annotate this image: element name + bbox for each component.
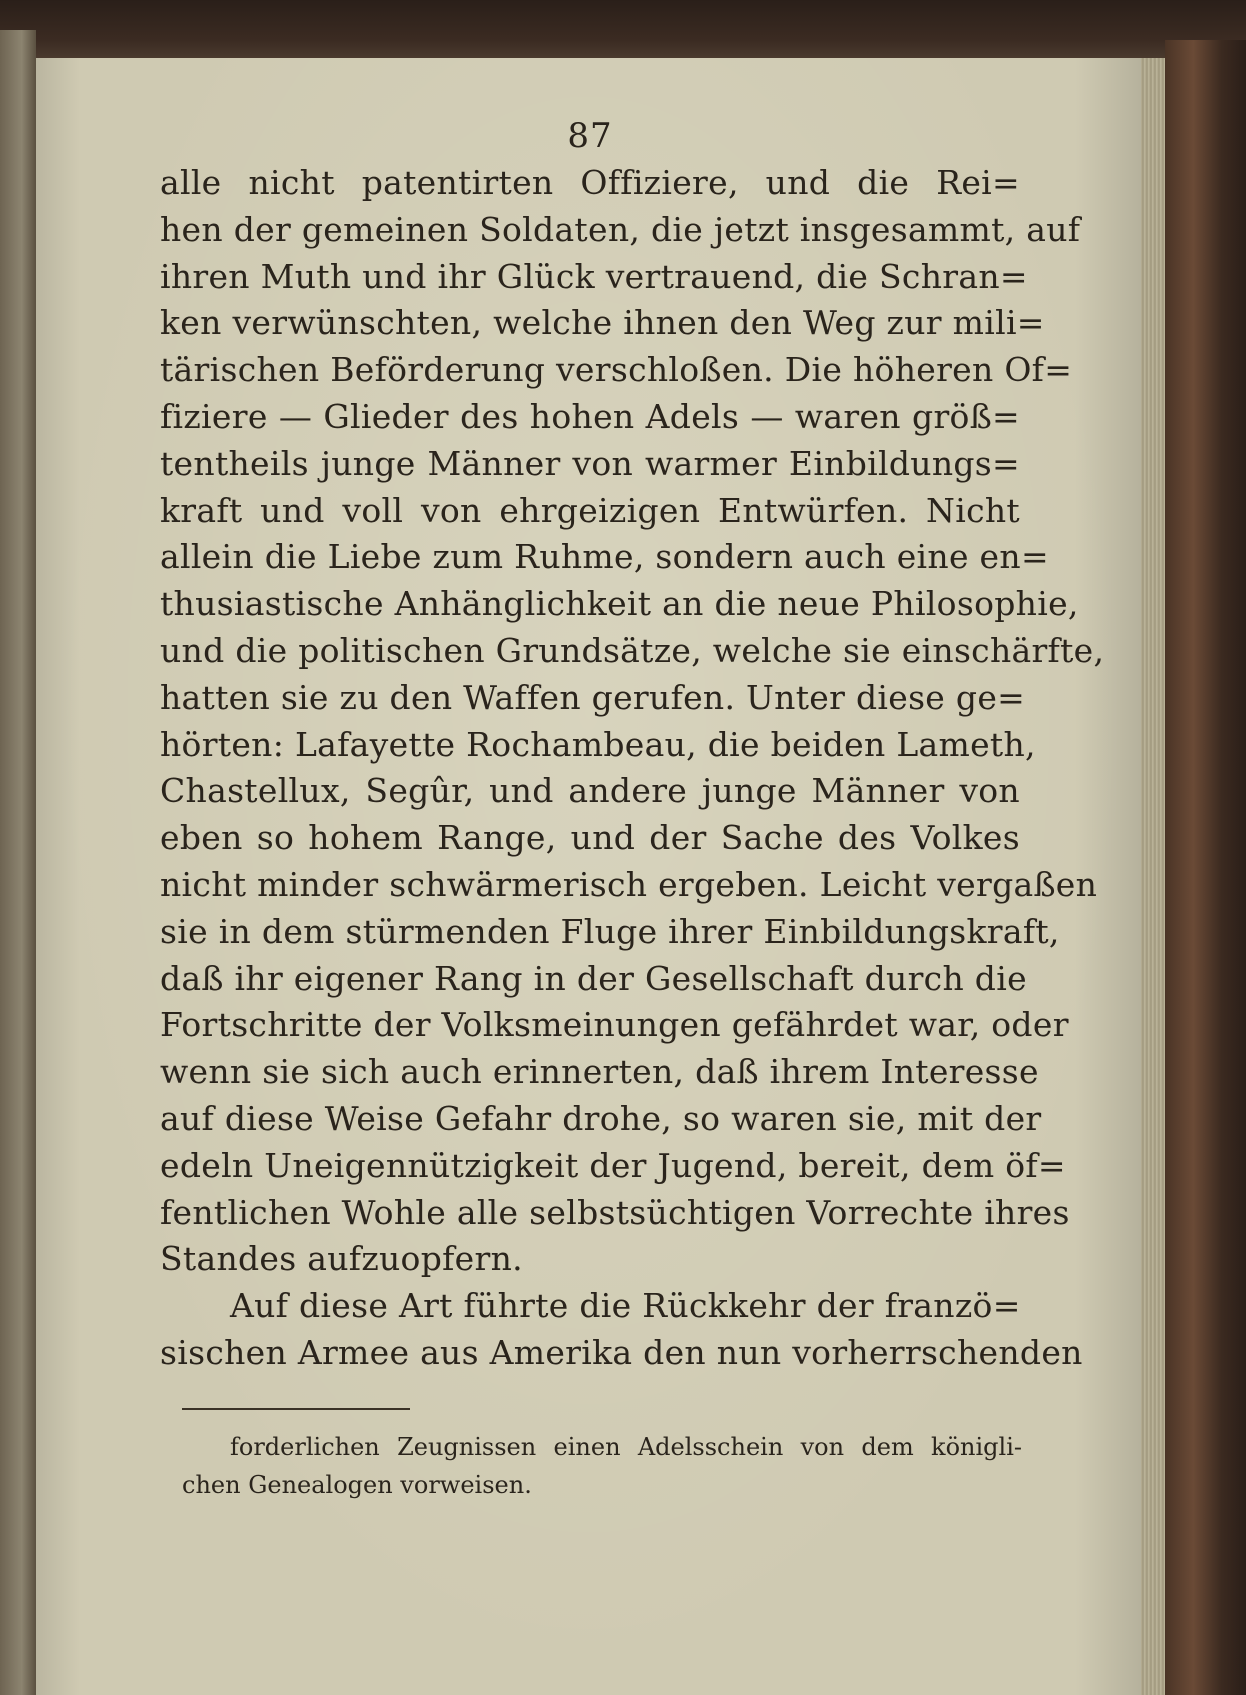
text-line: und die politischen Grundsätze, welche sie einschärfte, (160, 630, 1105, 670)
book-cover-top-edge (0, 0, 1246, 58)
text-line: thusiastische Anhänglichkeit an die neue Philosophie, (160, 584, 1079, 624)
text-line: sie in dem stürmenden Fluge ihrer Einbildungskraft, (160, 911, 1060, 951)
text-line: wenn sie sich auch erinnerten, daß ihrem Interesse (160, 1052, 1039, 1092)
text-line: alle nicht patentirten Offiziere, und die Rei= (160, 163, 1020, 202)
text-line: ken verwünschten, welche ihnen den Weg zur mili= (160, 303, 1045, 343)
footnote-block (182, 1428, 1022, 1504)
text-line: tärischen Beförderung verschloßen. Die höheren Of= (160, 350, 1073, 390)
previous-page-edge (0, 30, 36, 1695)
text-line: eben so hohem Range, und der Sache des Volkes (160, 818, 1020, 858)
footnote-divider (182, 1408, 410, 1410)
page-stack-edge (1141, 58, 1165, 1695)
text-line: fiziere — Glieder des hohen Adels — waren größ= (160, 396, 1020, 436)
text-line: fentlichen Wohle alle selbstsüchtigen Vorrechte ihres (160, 1192, 1070, 1232)
text-line: allein die Liebe zum Ruhme, sondern auch eine en= (160, 537, 1049, 577)
text-line: hatten sie zu den Waffen gerufen. Unter diese ge= (160, 677, 1026, 717)
text-line: sischen Armee aus Amerika den nun vorherrschenden (160, 1332, 1083, 1372)
text-line: Chastellux, Segûr, und andere junge Männer von (160, 771, 1020, 811)
text-line: Fortschritte der Volksmeinungen gefährdet war, oder (160, 1005, 1069, 1045)
footnote-line: chen Genealogen vorweisen. (182, 1471, 532, 1499)
text-line: daß ihr eigener Rang in der Gesellschaft durch die (160, 958, 1027, 998)
text-line: edeln Uneigennützigkeit der Jugend, bereit, dem öf= (160, 1145, 1066, 1185)
footnote-line: forderlichen Zeugnissen einen Adelsschein von dem königli- (230, 1433, 1022, 1461)
text-line: hörten: Lafayette Rochambeau, die beiden Lameth, (160, 724, 1036, 764)
page-number: 87 (567, 116, 613, 156)
page-text-block (160, 116, 1105, 1377)
text-line: tentheils junge Männer von warmer Einbildungs= (160, 443, 1020, 483)
text-line: nicht minder schwärmerisch ergeben. Leicht vergaßen (160, 864, 1098, 904)
text-line: hen der gemeinen Soldaten, die jetzt insgesammt, auf (160, 209, 1081, 249)
text-line: Auf diese Art führte die Rückkehr der franzö= (230, 1286, 1021, 1326)
text-line: auf diese Weise Gefahr drohe, so waren sie, mit der (160, 1098, 1042, 1138)
text-line: ihren Muth und ihr Glück vertrauend, die Schran= (160, 256, 1028, 296)
book-cover-edge (1165, 40, 1246, 1695)
text-line: kraft und voll von ehrgeizigen Entwürfen. Nicht (160, 490, 1020, 530)
text-line: Standes aufzuopfern. (160, 1239, 523, 1279)
